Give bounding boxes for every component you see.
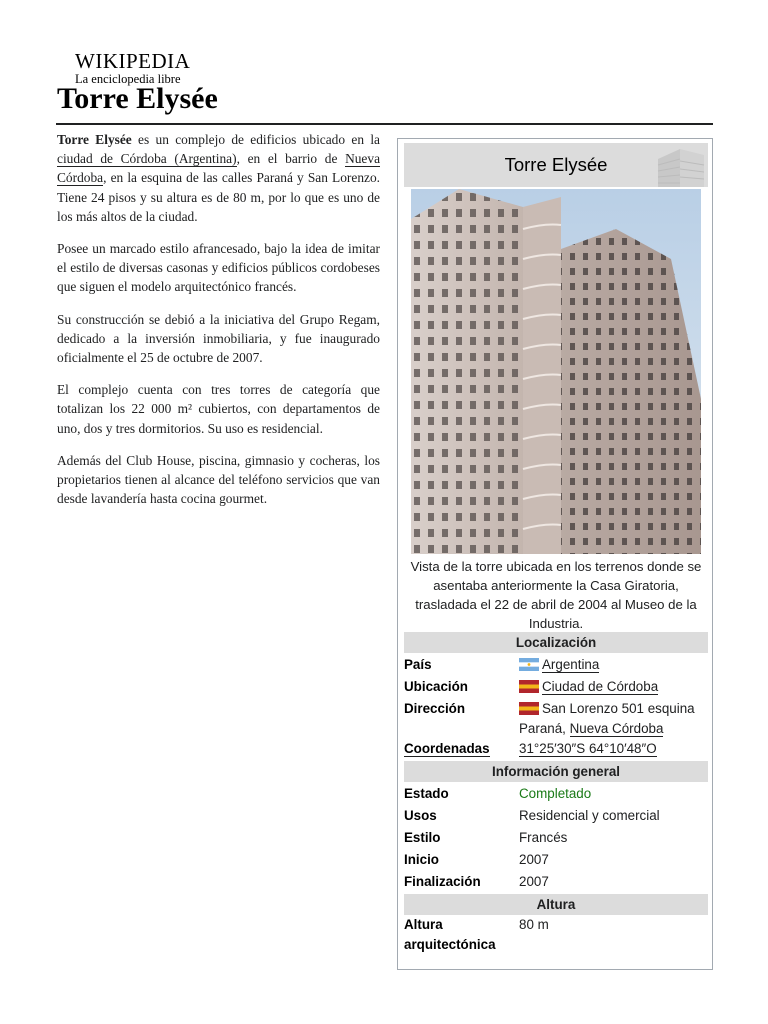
paragraph-2: Posee un marcado estilo afrancesado, bajo la idea de imitar el estilo de diversas casonas y edificios públicos cordobeses que siguen el modelo arquitectónico francés.: [57, 241, 380, 295]
coordenadas-label-text: Coordenadas: [404, 741, 490, 756]
value-inicio: 2007: [519, 852, 549, 867]
paragraph-1: [57, 130, 380, 226]
address-text: San Lorenzo 501 esquina Paraná,: [519, 701, 695, 736]
building-icon: [654, 143, 706, 187]
value-altura: 80 m: [519, 917, 549, 932]
value-coordenadas: [519, 739, 709, 759]
value-pais: [519, 655, 709, 675]
logo-tagline: La enciclopedia libre: [75, 72, 181, 86]
cordoba-flag-icon: [519, 680, 539, 693]
title-divider: [56, 123, 713, 125]
value-estado: Completado: [519, 786, 592, 801]
page-title: Torre Elysée: [57, 82, 218, 115]
label-estado: Estado: [404, 786, 449, 801]
link-nueva-cordoba[interactable]: Nueva Córdoba: [57, 151, 381, 186]
article-subject: Torre Elysée: [57, 132, 132, 147]
infobox-title-bar: [404, 143, 708, 187]
label-pais: País: [404, 657, 432, 672]
section-localizacion: Localización: [404, 632, 708, 653]
infobox: [397, 138, 713, 970]
paragraph-text: , en el barrio de: [236, 151, 346, 167]
argentina-flag-icon: [519, 658, 539, 671]
paragraph-3: Su construcción se debió a la iniciativa del Grupo Regam, dedicado a la inversión inmobiliaria, y fue inaugurado oficialmente el 25 de octubre de 2007.: [57, 311, 380, 366]
article-body: [57, 130, 380, 521]
label-usos: Usos: [404, 808, 437, 823]
section-altura: Altura: [404, 894, 708, 915]
link-barrio-nueva-cordoba[interactable]: Nueva Córdoba: [569, 721, 664, 736]
paragraph-5: Además del Club House, piscina, gimnasio y cocheras, los propietarios tienen al alcance del teléfono servicios que van desde lavandería hasta cocina gourmet.: [57, 452, 380, 507]
infobox-title: Torre Elysée: [504, 154, 608, 175]
building-photo[interactable]: [411, 189, 701, 554]
link-ciudad-de-cordoba[interactable]: Ciudad de Córdoba: [542, 679, 659, 694]
label-altura-arquitectonica: Altura arquitectónica: [404, 917, 496, 952]
paragraph-text: , en la esquina de las calles Paraná y San Lorenzo. Tiene 24 pisos y su altura es de 80 m, por lo que es uno de los más altos de la ciudad.: [57, 170, 380, 224]
label-coordenadas: [404, 739, 516, 759]
value-direccion: [519, 699, 709, 739]
paragraph-4: El complejo cuenta con tres torres de categoría que totalizan los 22 000 m² cubiertos, con departamentos de uno, dos y tres dormitorios. Su uso es residencial.: [57, 382, 380, 436]
label-inicio: Inicio: [404, 852, 439, 867]
value-estilo: Francés: [519, 830, 568, 845]
value-finalizacion: 2007: [519, 874, 549, 889]
value-usos: Residencial y comercial: [519, 808, 660, 823]
link-ciudad-cordoba[interactable]: ciudad de Córdoba (Argentina): [57, 151, 237, 167]
cordoba-flag-icon: [519, 702, 539, 715]
label-estilo: Estilo: [404, 830, 441, 845]
value-ubicacion: [519, 677, 709, 697]
photo-caption: Vista de la torre ubicada en los terrenos donde se asentaba anteriormente la Casa Giratoria, trasladada el 22 de abril de 2004 al Museo de la Industria.: [410, 559, 702, 631]
label-ubicacion: Ubicación: [404, 679, 468, 694]
link-argentina[interactable]: Argentina: [542, 657, 600, 672]
label-direccion: Dirección: [404, 701, 466, 716]
section-informacion-general: Información general: [404, 761, 708, 782]
label-finalizacion: Finalización: [404, 874, 481, 889]
paragraph-text: es un complejo de edificios ubicado en la: [131, 132, 380, 147]
logo-wordmark: WIKIPEDIA: [75, 49, 191, 73]
link-coordenadas[interactable]: 31°25′30″S 64°10′48″O: [519, 741, 657, 756]
